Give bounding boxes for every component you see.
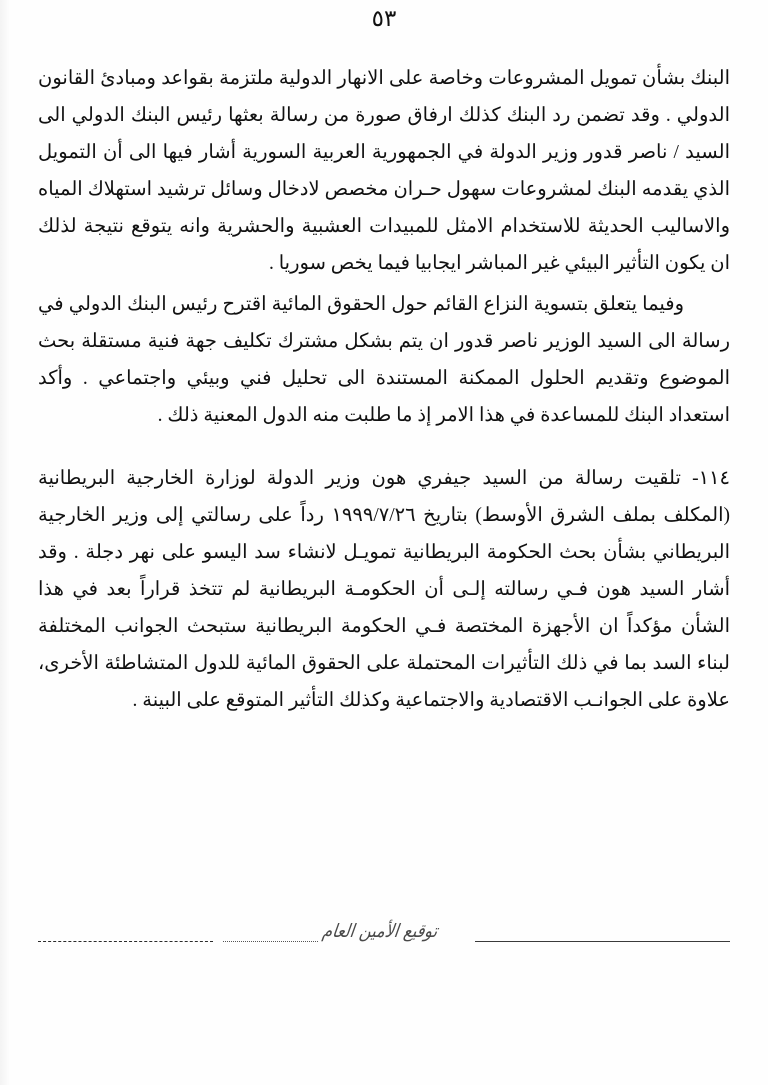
page-number: ٥٣ [371,6,397,31]
numbered-paragraph-114: ١١٤- تلقيت رسالة من السيد جيفري هون وزير الدولة لوزارة الخارجية البريطانية (المكلف بملف الشرق الأوسط) بتاريخ ١٩٩٩/٧/٢٦ رداً على رسالتي إلى وزير الخارجية البريطاني بشأن بحث الحكومة البريطانية تمويـل لانشاء سد اليسو على نهر دجلة . وقد أشار السيد هون فـي رسالته إلـى أن الحكومـة البريطانية لم تتخذ قراراً بعد في هذا الشأن مؤكداً ان الأجهزة المختصة فـي الحكومة البريطانية ستبحث الجوانب المختلفة لبناء السد بما في ذلك التأثيرات المحتملة على الحقوق المائية للدول المتشاطئة الأخرى، علاوة على الجوانـب الاقتصادية والاجتماعية وكذلك التأثير المتوقع على البينة . [38,468,730,711]
handwritten-signature: توقيع الأمين العام [321,919,439,942]
body-paragraph-1: البنك بشأن تمويل المشروعات وخاصة على الانهار الدولية ملتزمة بقواعد ومبادئ القانون الدولي . وقد تضمن رد البنك كذلك ارفاق صورة من رسالة بعثها رئيس البنك الدولي الى السيد / ناصر قدور وزير الدولة في الجمهورية العربية السورية أشار فيها الى أن التمويل الذي يقدمه البنك لمشروعات سهول حـران مخصص لادخال وسائل ترشيد استهلاك المياه والاساليب الحديثة للاستخدام الامثل للمبيدات العشبية والحشرية وانه يتوقع نتيجة لذلك ان يكون التأثير البيئي غير المباشر ايجابيا فيما يخص سوريا . [38,68,730,274]
page-body [38,60,730,719]
paragraph-gap [38,434,730,460]
page-edge-shading [0,0,10,1085]
footer-signature-area [38,919,730,963]
body-paragraph-2: وفيما يتعلق بتسوية النزاع القائم حول الحقوق المائية اقترح رئيس البنك الدولي في رسالة الى السيد الوزير ناصر قدور ان يتم بشكل مشترك تكليف جهة فنية مستقلة بحث الموضوع وتقديم الحلول الممكنة المستندة الى تحليل فني وبيئي واجتماعي . وأكد استعداد البنك للمساعدة في هذا الامر إذ ما طلبت منه الدول المعنية ذلك . [38,294,730,426]
footer-rule-right [475,941,730,942]
footer-rule-left [38,941,213,942]
